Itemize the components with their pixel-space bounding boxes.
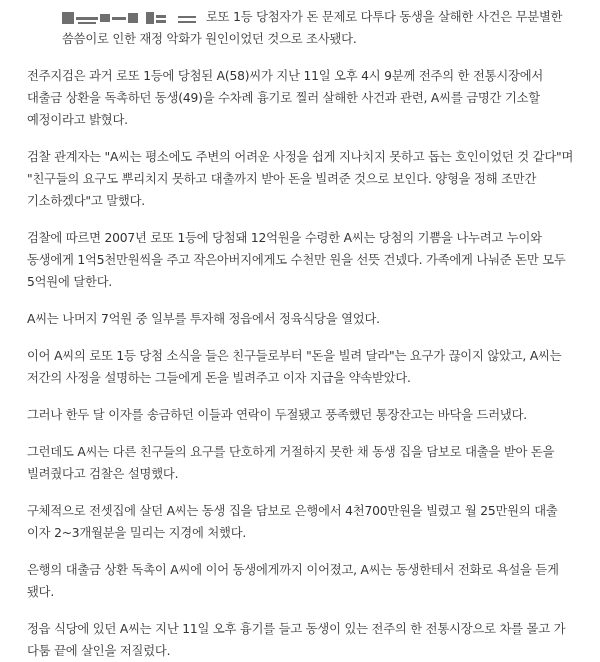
- article-paragraph: A씨는 나머지 7억원 중 일부를 투자해 정읍에서 정육식당을 열었다.: [27, 312, 380, 326]
- article-paragraph: 은행의 대출금 상환 독촉이 A씨에 이어 동생에게까지 이어졌고, A씨는 동생한테서 전화로 욕설을 듣게 됐다.: [27, 563, 559, 599]
- article-paragraph: 그런데도 A씨는 다른 친구들의 요구를 단호하게 거절하지 못한 채 동생 집을 담보로 대출을 받아 돈을 빌려줬다고 검찰은 설명했다.: [27, 445, 555, 481]
- article-paragraph: 전주지검은 과거 로또 1등에 당첨된 A(58)씨가 지난 11일 오후 4시 9분께 전주의 한 전통시장에서 대출금 상환을 독촉하던 동생(49)을 수차례 흉기로 찔러 살해한 사건과 관련, A씨를 금명간 기소할 예정이라고 밝혔다.: [27, 69, 544, 127]
- article-lead-text: 로또 1등 당첨자가 돈 문제로 다투다 동생을 살해한 사건은 무분별한 씀씀이로 인한 재정 악화가 원인이었던 것으로 조사됐다.: [62, 10, 563, 46]
- article-lead: [0, 6, 600, 50]
- article-paragraph: 검찰 관계자는 "A씨는 평소에도 주변의 어려운 사정을 쉽게 지나치지 못하고 돕는 호인이었던 것 같다"며 "친구들의 요구도 뿌리치지 못하고 대출까지 받아 돈을 빌려준 것으로 보인다. 양형을 정해 조만간 기소하겠다"고 말했다.: [27, 150, 574, 208]
- article-paragraph: 정읍 식당에 있던 A씨는 지난 11일 오후 흉기를 들고 동생이 있는 전주의 한 전통시장으로 차를 몰고 가 다툼 끝에 살인을 저질렀다.: [27, 622, 566, 658]
- article-paragraph: 구체적으로 전셋집에 살던 A씨는 동생 집을 담보로 은행에서 4천700만원을 빌렸고 월 25만원의 대출 이자 2~3개월분을 밀리는 지경에 처했다.: [27, 504, 558, 540]
- article-paragraph: 그러나 한두 달 이자를 송금하던 이들과 연락이 두절됐고 풍족했던 통장잔고는 바닥을 드러냈다.: [27, 408, 527, 422]
- article-paragraph: 검찰에 따르면 2007년 로또 1등에 당첨돼 12억원을 수령한 A씨는 당첨의 기쁨을 나누려고 누이와 동생에게 1억5천만원씩을 주고 작은아버지에게도 수천만 원을 선뜻 건넸다. 가족에게 나눠준 돈만 모두 5억원에 달한다.: [27, 231, 566, 289]
- article-paragraph: 이어 A씨의 로또 1등 당첨 소식을 들은 친구들로부터 "돈을 빌려 달라"는 요구가 끊이지 않았고, A씨는 저간의 사정을 설명하는 그들에게 돈을 빌려주고 이자 지급을 약속받았다.: [27, 349, 562, 385]
- redacted-byline: [62, 11, 200, 25]
